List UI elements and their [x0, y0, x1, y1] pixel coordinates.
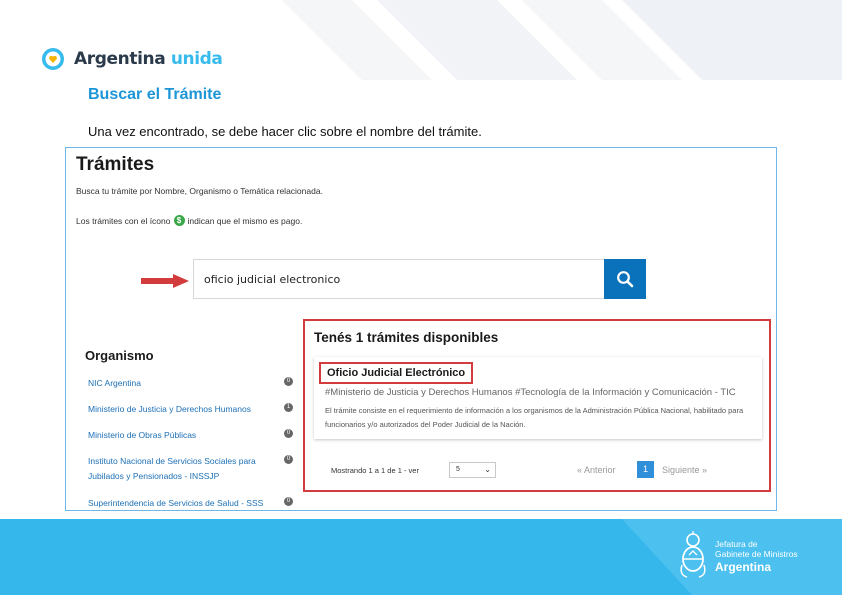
count-badge: 0: [284, 455, 293, 464]
count-badge: 0: [284, 429, 293, 438]
intro-text: Busca tu trámite por Nombre, Organismo o Temática relacionada.: [76, 186, 323, 196]
per-page-select[interactable]: [449, 462, 496, 478]
prev-page-link[interactable]: « Anterior: [577, 465, 616, 475]
organismo-label: NIC Argentina: [88, 378, 141, 388]
paid-note: [76, 215, 302, 226]
count-badge: 1: [284, 403, 293, 412]
coat-of-arms-icon: [678, 531, 708, 579]
organismo-list: [88, 376, 293, 511]
footer-org-line2: Gabinete de Ministros: [715, 549, 798, 559]
paid-note-before: Los trámites con el ícono: [76, 215, 171, 226]
organismo-label: Superintendencia de Servicios de Salud - SSS: [88, 498, 264, 508]
results-title: Tenés 1 trámites disponibles: [314, 330, 499, 345]
page-title: Trámites: [76, 154, 155, 175]
paid-note-after: indican que el mismo es pago.: [187, 215, 303, 226]
organismo-item[interactable]: [88, 454, 293, 484]
search-box: [193, 259, 606, 299]
organismo-label: Ministerio de Obras Públicas: [88, 430, 197, 440]
tramite-description: El trámite consiste en el requerimiento de información a los organismos de la Administración Pública Nacional, habilitado para funcionarios y/o autorizados del Poder Judicial de la Nación.: [325, 406, 744, 429]
brand-name-part2: unida: [170, 49, 223, 69]
brand-logo: [41, 47, 223, 71]
count-badge: 0: [284, 497, 293, 506]
current-page-button[interactable]: 1: [637, 461, 654, 478]
background-decoration: [282, 0, 842, 80]
organismo-label: Ministerio de Justicia y Derechos Humanos: [88, 404, 251, 414]
brand-name: [74, 49, 223, 69]
footer: [0, 519, 842, 595]
heart-circle-icon: [41, 47, 65, 71]
tramite-name-link[interactable]: Oficio Judicial Electrónico: [319, 362, 473, 384]
tramites-screenshot: [65, 147, 777, 511]
organismo-item[interactable]: [88, 402, 293, 417]
organismo-item[interactable]: [88, 496, 293, 511]
search-button[interactable]: [604, 259, 646, 299]
organismo-item[interactable]: [88, 428, 293, 443]
search-icon: [616, 270, 634, 288]
result-card: [314, 357, 762, 439]
next-page-link[interactable]: Siguiente »: [662, 465, 708, 475]
footer-organization: [715, 539, 798, 559]
footer-country: Argentina: [715, 560, 772, 574]
organismo-title: Organismo: [85, 348, 154, 363]
pagination: [331, 461, 761, 481]
showing-text: Mostrando 1 a 1 de 1 - ver: [331, 466, 419, 475]
red-arrow-icon: [141, 274, 189, 288]
results-panel: [303, 319, 771, 492]
per-page-value: 5: [456, 466, 460, 473]
tramite-tags: #Ministerio de Justicia y Derechos Humanos #Tecnología de la Información y Comunicación - TIC: [325, 387, 736, 398]
slide-description: Una vez encontrado, se debe hacer clic sobre el nombre del trámite.: [88, 124, 482, 139]
slide-title: Buscar el Trámite: [88, 86, 222, 103]
organismo-item[interactable]: [88, 376, 293, 391]
chevron-down-icon: ⌄: [484, 465, 491, 474]
brand-name-part1: Argentina: [74, 49, 166, 69]
dollar-icon: $: [174, 215, 185, 226]
footer-org-line1: Jefatura de: [715, 539, 758, 549]
count-badge: 0: [284, 377, 293, 386]
organismo-label: Instituto Nacional de Servicios Sociales para Jubilados y Pensionados - INSSJP: [88, 456, 256, 481]
search-input[interactable]: [194, 260, 594, 298]
